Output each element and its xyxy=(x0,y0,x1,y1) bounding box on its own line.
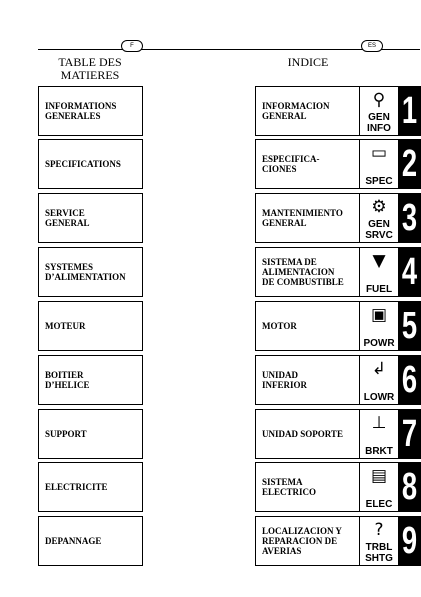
chapter-title-fr: DEPANNAGE xyxy=(45,536,102,546)
chapter-title-es: SISTEMA DE ALIMENTACION DE COMBUSTIBLE xyxy=(262,257,344,287)
chapter-box-fr-6[interactable] xyxy=(38,355,143,405)
chapter-number: 3 xyxy=(401,197,418,239)
chapter-box-es-3[interactable] xyxy=(255,193,421,243)
language-badge-spanish: ES xyxy=(361,40,383,52)
chapter-title-fr: SYSTEMES D’ALIMENTATION xyxy=(45,262,126,282)
chapter-box-fr-5[interactable] xyxy=(38,301,143,351)
chapter-number-tab xyxy=(398,517,421,565)
lower-unit-icon: ↲ xyxy=(371,359,387,379)
chapter-box-fr-2[interactable] xyxy=(38,139,143,189)
chapter-code: POWR xyxy=(363,338,395,349)
chapter-title-es: INFORMACION GENERAL xyxy=(262,101,330,121)
french-toc-heading: TABLE DES MATIERES xyxy=(58,55,122,82)
chapter-number-tab xyxy=(398,302,421,350)
chapter-icon-cell xyxy=(359,517,398,565)
chapter-title-fr: BOITIER D’HELICE xyxy=(45,370,90,390)
chapter-title-es: UNIDAD INFERIOR xyxy=(262,370,308,390)
chapter-number: 4 xyxy=(401,251,418,293)
wrench-icon: ▭ xyxy=(370,143,388,163)
chapter-number: 6 xyxy=(401,359,418,401)
chapter-number: 7 xyxy=(401,413,418,455)
chapter-box-fr-3[interactable] xyxy=(38,193,143,243)
chapter-title-fr: SERVICE GENERAL xyxy=(45,208,90,228)
chapter-title-fr: SUPPORT xyxy=(45,429,87,439)
chapter-number-tab xyxy=(398,87,421,135)
chapter-number: 8 xyxy=(401,466,418,508)
chapter-number: 5 xyxy=(401,305,418,347)
carburetor-icon: ▼ xyxy=(372,251,386,271)
chapter-box-es-1[interactable] xyxy=(255,86,421,136)
chapter-box-fr-9[interactable] xyxy=(38,516,143,566)
chapter-number: 2 xyxy=(401,143,418,185)
chapter-title-fr: INFORMATIONS GENERALES xyxy=(45,101,117,121)
chapter-box-es-9[interactable] xyxy=(255,516,421,566)
chapter-code: BRKT xyxy=(365,446,393,457)
chapter-box-fr-1[interactable] xyxy=(38,86,143,136)
chapter-number-tab xyxy=(398,248,421,296)
chapter-title-fr: MOTEUR xyxy=(45,321,86,331)
chapter-code: TRBL SHTG xyxy=(365,542,393,564)
chapter-number-tab xyxy=(398,410,421,458)
chapter-title-es: MANTENIMIENTO GENERAL xyxy=(262,208,343,228)
chapter-code: GEN INFO xyxy=(367,112,391,134)
chapter-code: LOWR xyxy=(363,392,395,403)
chapter-title-es: LOCALIZACION Y REPARACION DE AVERIAS xyxy=(262,526,342,556)
chapter-number-tab xyxy=(398,356,421,404)
chapter-number: 9 xyxy=(401,520,418,562)
chapter-box-es-8[interactable] xyxy=(255,462,421,512)
chapter-title-es: MOTOR xyxy=(262,321,297,331)
chapter-title-es: UNIDAD SOPORTE xyxy=(262,429,343,439)
chapter-code: ELEC xyxy=(365,499,393,510)
electrical-icon: ▤ xyxy=(370,466,388,486)
chapter-box-es-5[interactable] xyxy=(255,301,421,351)
spanish-index-heading: INDICE xyxy=(287,55,329,69)
bracket-icon: ⊥ xyxy=(371,413,387,433)
chapter-icon-cell xyxy=(359,248,398,296)
chapter-number: 1 xyxy=(401,90,418,132)
chapter-number-tab xyxy=(398,463,421,511)
outboard-motor-icon: ⚲ xyxy=(372,90,386,110)
chapter-title-es: ESPECIFICA- CIONES xyxy=(262,154,320,174)
chapter-icon-cell xyxy=(359,194,398,242)
chapter-box-es-7[interactable] xyxy=(255,409,421,459)
chapter-icon-cell xyxy=(359,356,398,404)
chapter-number-tab xyxy=(398,140,421,188)
chapter-box-fr-7[interactable] xyxy=(38,409,143,459)
language-badge-french: F xyxy=(121,40,143,52)
chapter-icon-cell xyxy=(359,87,398,135)
service-tools-icon: ⚙ xyxy=(371,197,387,217)
question-mark-icon: ? xyxy=(374,520,384,540)
chapter-box-fr-8[interactable] xyxy=(38,462,143,512)
chapter-icon-cell xyxy=(359,302,398,350)
chapter-box-fr-4[interactable] xyxy=(38,247,143,297)
chapter-title-fr: ELECTRICITE xyxy=(45,482,108,492)
chapter-code: SPEC xyxy=(365,176,393,187)
chapter-code: FUEL xyxy=(365,284,393,295)
chapter-title-es: SISTEMA ELECTRICO xyxy=(262,477,317,497)
chapter-box-es-2[interactable] xyxy=(255,139,421,189)
chapter-icon-cell xyxy=(359,463,398,511)
chapter-box-es-4[interactable] xyxy=(255,247,421,297)
chapter-icon-cell xyxy=(359,410,398,458)
chapter-icon-cell xyxy=(359,140,398,188)
chapter-box-es-6[interactable] xyxy=(255,355,421,405)
engine-icon: ▣ xyxy=(370,305,388,325)
chapter-number-tab xyxy=(398,194,421,242)
chapter-title-fr: SPECIFICATIONS xyxy=(45,159,121,169)
chapter-code: GEN SRVC xyxy=(365,219,393,241)
